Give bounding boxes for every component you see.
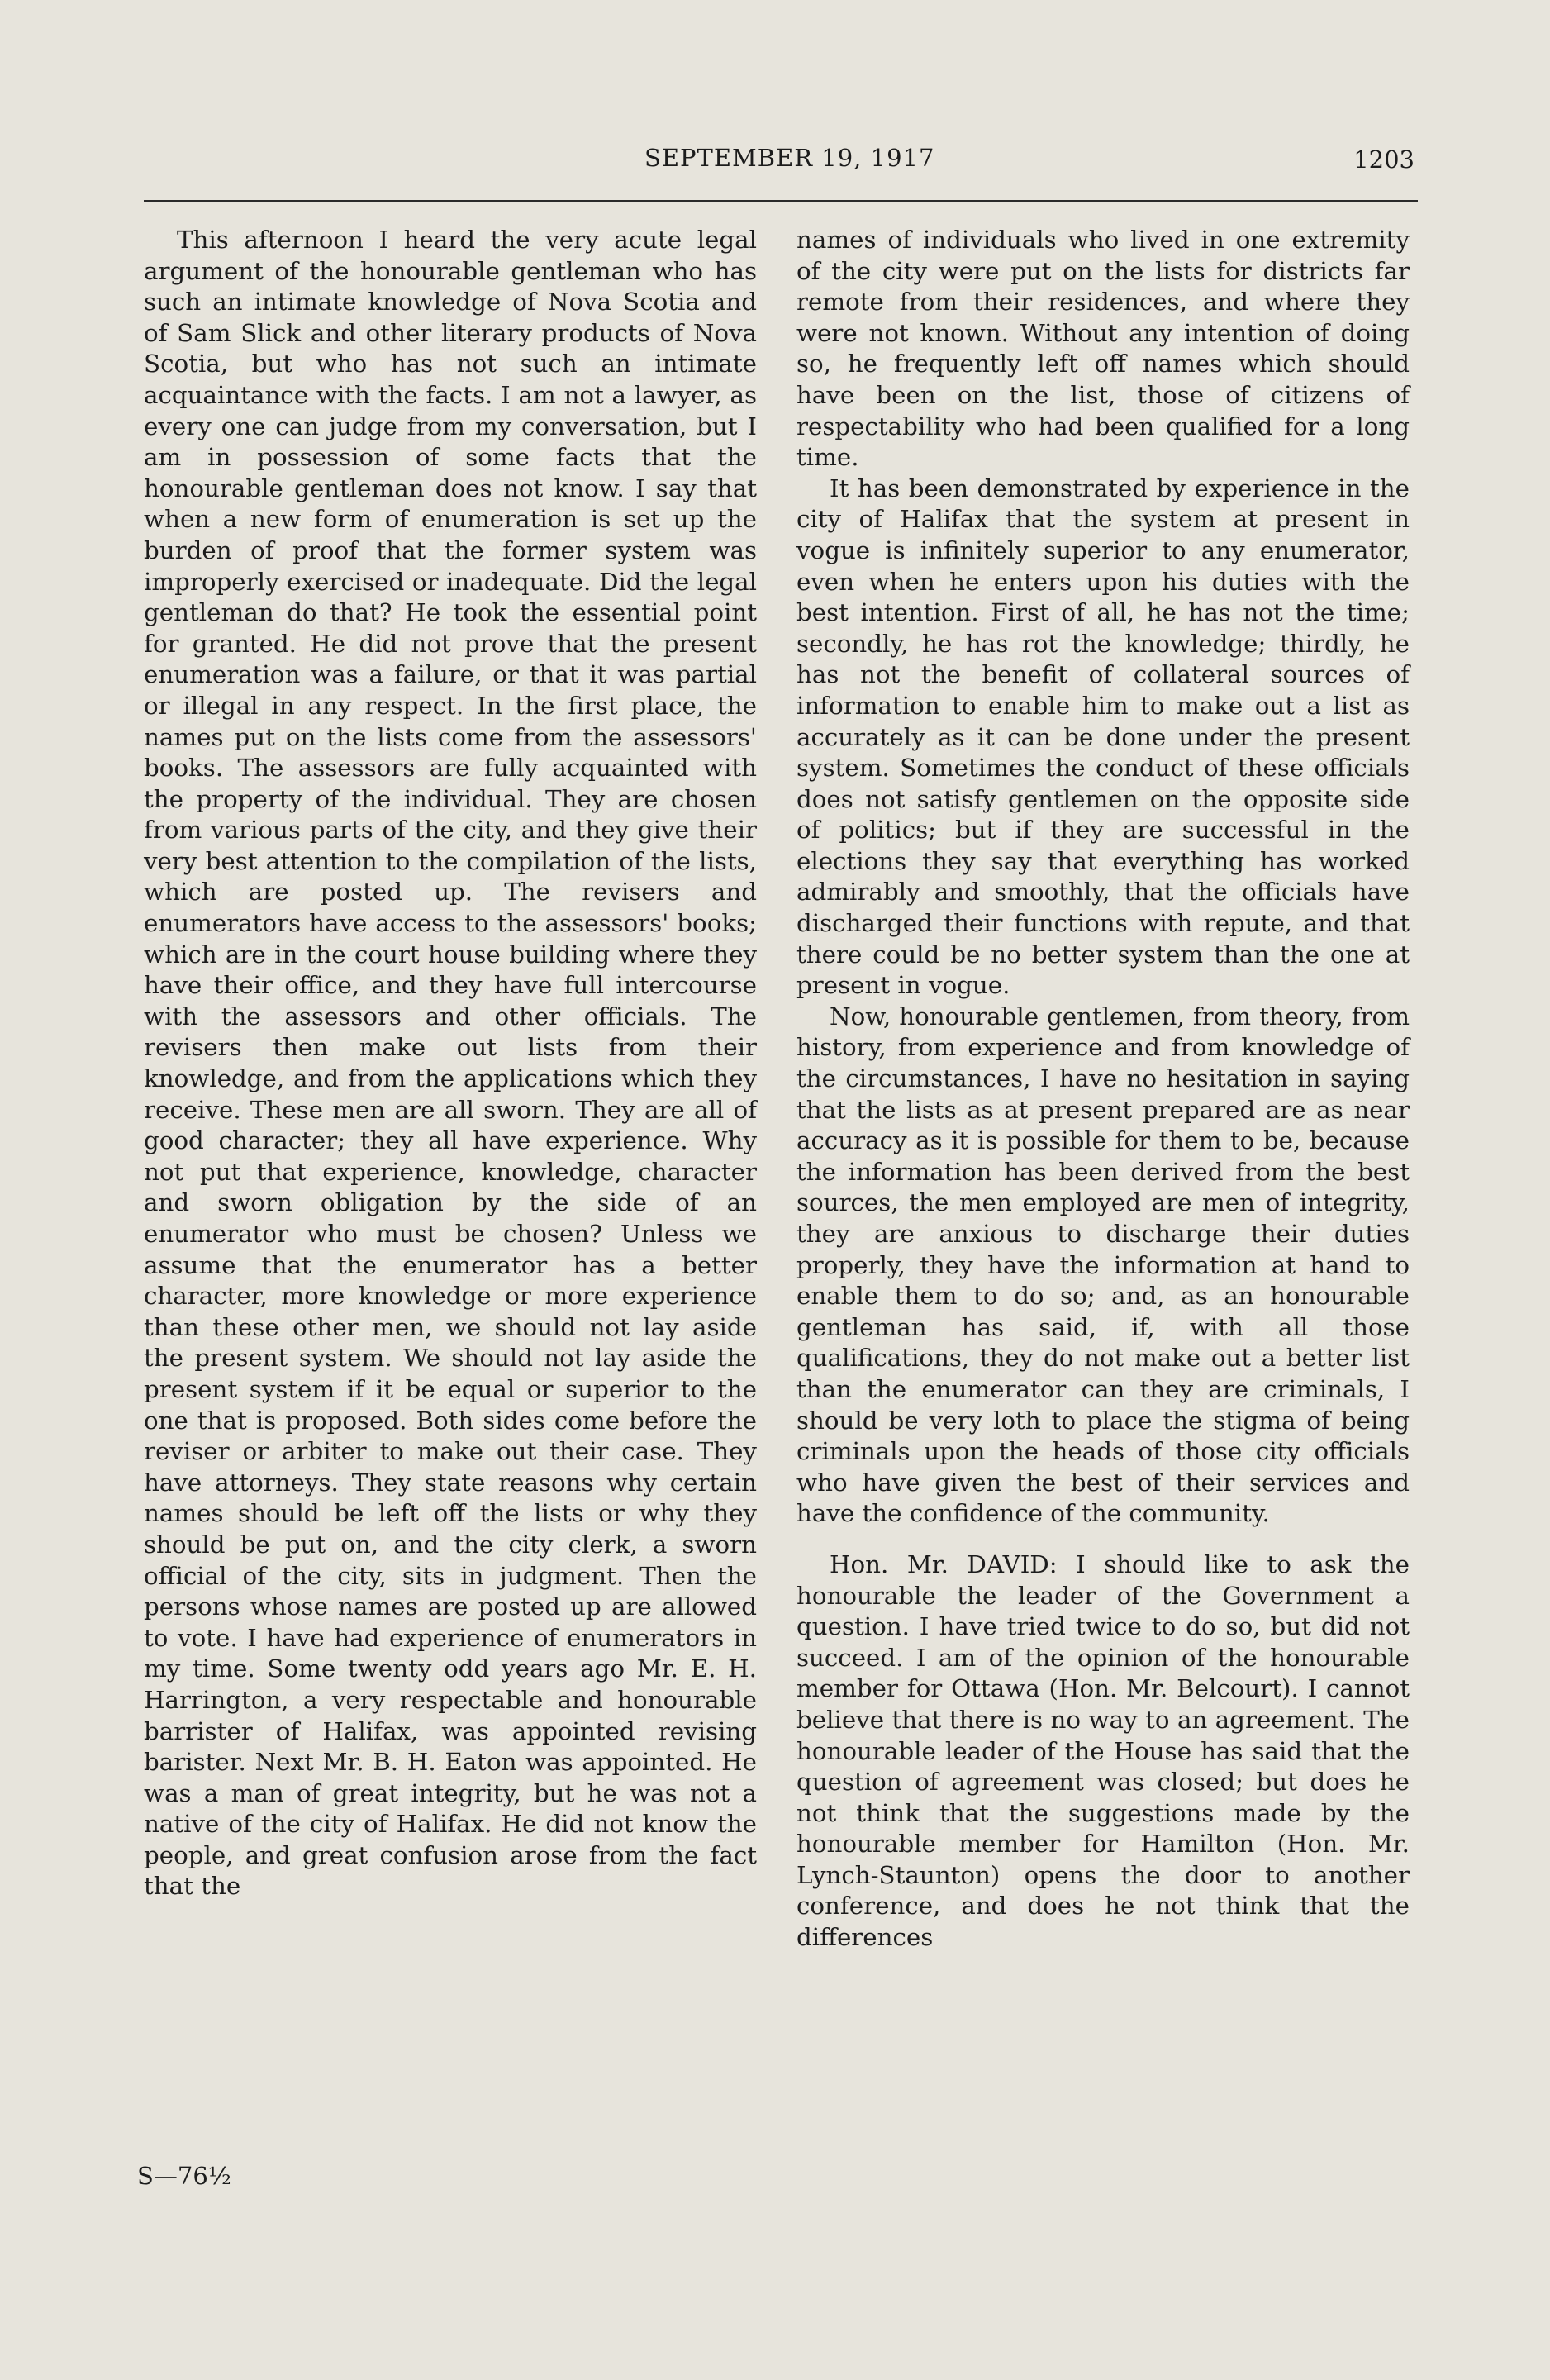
header-date: SEPTEMBER 19, 1917 — [644, 144, 935, 172]
paragraph: Now, honourable gentlemen, from theory, from history, from experience and from knowledge of the circumstances, I have no hesitation in saying that the lists as at present prepared are as near accuracy as it is possible for them to be, because the information has been derived from the best sources, the men employed are men of integrity, they are anxious to discharge their duties properly, they have the information at hand to enable them to do so; and, as an honourable gentleman has said, if, with all those qualifications, they do not make out a better list than the enumerator can they are criminals, I should be very loth to place the stigma of being criminals upon the heads of those city officials who have given the best of their services and have the confidence of the community. — [796, 1002, 1410, 1528]
left-column — [144, 225, 757, 1902]
paragraph: It has been demonstrated by experience in the city of Halifax that the system at present in vogue is infinitely superior to any enumerator, even when he enters upon his duties with the best intention. First of all, he has not the time; secondly, he has rot the knowledge; thirdly, he has not the benefit of collateral sources of information to enable him to make out a list as accurately as it can be done under the present system. Sometimes the conduct of these officials does not satisfy gentlemen on the opposite side of politics; but if they are successful in the elections they say that everything has worked admirably and smoothly, that the officials have discharged their functions with repute, and that there could be no better system than the one at present in vogue. — [796, 474, 1410, 1000]
paragraph-speaker-david: Hon. Mr. DAVID: I should like to ask the honourable the leader of the Government a question. I have tried twice to do so, but did not succeed. I am of the opinion of the honourable member for Ottawa (Hon. Mr. Belcourt). I cannot believe that there is no way to an agreement. The honourable leader of the House has said that the question of agreement was closed; but does he not think that the suggestions made by the honourable member for Hamilton (Hon. Mr. Lynch-Staunton) opens the door to another conference, and does he not think that the differences — [796, 1549, 1410, 1952]
signature-mark: S—76½ — [137, 2162, 231, 2190]
right-column — [796, 225, 1410, 1954]
paragraph: This afternoon I heard the very acute legal argument of the honourable gentleman who has such an intimate knowledge of Nova Scotia and of Sam Slick and other literary products of Nova Scotia, but who has not such an intimate acquaintance with the facts. I am not a lawyer, as every one can judge from my conversation, but I am in possession of some facts that the honourable gentleman does not know. I say that when a new form of enumeration is set up the burden of proof that the former system was improperly exercised or inadequate. Did the legal gentleman do that? He took the essential point for granted. He did not prove that the present enumeration was a failure, or that it was partial or illegal in any respect. In the first place, the names put on the lists come from the assessors' books. The assessors are fully acquainted with the property of the individual. They are chosen from various parts of the city, and they give their very best attention to the compilation of the lists, which are posted up. The revisers and enumerators have access to the assessors' books; which are in the court house building where they have their office, and they have full intercourse with the assessors and other officials. The revisers then make out lists from their knowledge, and from the applications which they receive. These men are all sworn. They are all of good character; they all have experience. Why not put that experience, knowledge, character and sworn obligation by the side of an enumerator who must be chosen? Unless we assume that the enumerator has a better character, more knowledge or more experience than these other men, we should not lay aside the present system. We should not lay aside the present system if it be equal or superior to the one that is proposed. Both sides come before the reviser or arbiter to make out their case. They have attorneys. They state reasons why certain names should be left off the lists or why they should be put on, and the city clerk, a sworn official of the city, sits in judgment. Then the persons whose names are posted up are allowed to vote. I have had experience of enumerators in my time. Some twenty odd years ago Mr. E. H. Harrington, a very respectable and honourable barrister of Halifax, was appointed revising barister. Next Mr. B. H. Eaton was appointed. He was a man of great integrity, but he was not a native of the city of Halifax. He did not know the people, and great confusion arose from the fact that the — [144, 226, 757, 1901]
paragraph: names of individuals who lived in one extremity of the city were put on the lists for districts far remote from their residences, and where they were not known. Without any intention of doing so, he frequently left off names which should have been on the list, those of citizens of respectability who had been qualified for a long time. — [796, 226, 1410, 472]
page-number: 1203 — [1353, 145, 1414, 174]
header-rule — [144, 200, 1418, 202]
